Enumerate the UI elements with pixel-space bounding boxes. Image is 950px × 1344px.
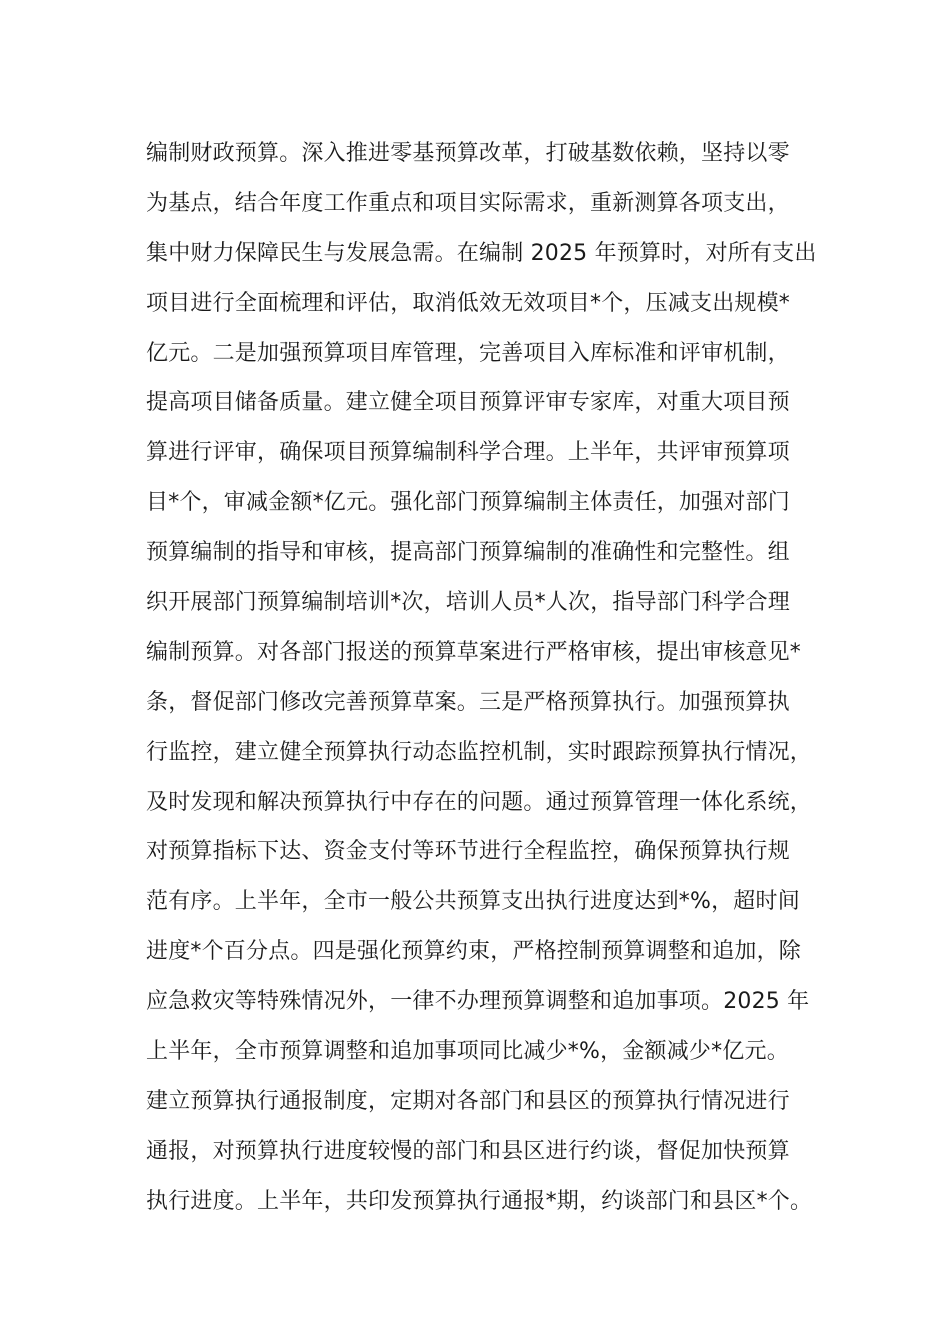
text-line: 执行进度。上半年，共印发预算执行通报*期，约谈部门和县区*个。 (146, 1188, 813, 1214)
text-line: 算进行评审，确保项目预算编制科学合理。上半年，共评审预算项 (146, 440, 790, 466)
text-line: 建立预算执行通报制度，定期对各部门和县区的预算执行情况进行 (146, 1088, 790, 1114)
text-line: 应急救灾等特殊情况外，一律不办理预算调整和追加事项。2025 年 (146, 989, 810, 1015)
text-line: 目*个，审减金额*亿元。强化部门预算编制主体责任，加强对部门 (146, 490, 791, 516)
text-line: 织开展部门预算编制培训*次，培训人员*人次，指导部门科学合理 (146, 590, 791, 616)
text-line: 为基点，结合年度工作重点和项目实际需求，重新测算各项支出， (146, 190, 790, 216)
text-line: 编制财政预算。深入推进零基预算改革，打破基数依赖，坚持以零 (146, 141, 790, 166)
text-line: 条，督促部门修改完善预算草案。三是严格预算执行。加强预算执 (146, 689, 790, 715)
text-line: 集中财力保障民生与发展急需。在编制 2025 年预算时，对所有支出 (146, 240, 817, 266)
text-line: 亿元。二是加强预算项目库管理，完善项目入库标准和评审机制， (146, 340, 790, 366)
text-line: 通报，对预算执行进度较慢的部门和县区进行约谈，督促加快预算 (146, 1138, 790, 1164)
text-line: 范有序。上半年，全市一般公共预算支出执行进度达到*%，超时间 (146, 889, 800, 915)
body-paragraph (146, 136, 836, 1234)
text-line: 对预算指标下达、资金支付等环节进行全程监控，确保预算执行规 (146, 839, 790, 865)
text-line: 预算编制的指导和审核，提高部门预算编制的准确性和完整性。组 (146, 540, 790, 566)
text-line: 及时发现和解决预算执行中存在的问题。通过预算管理一体化系统， (146, 789, 813, 815)
text-line: 行监控，建立健全预算执行动态监控机制，实时跟踪预算执行情况， (146, 739, 813, 765)
text-line: 项目进行全面梳理和评估，取消低效无效项目*个，压减支出规模* (146, 290, 791, 316)
text-line: 编制预算。对各部门报送的预算草案进行严格审核，提出审核意见* (146, 639, 802, 665)
text-line: 上半年，全市预算调整和追加事项同比减少*%，金额减少*亿元。 (146, 1039, 789, 1065)
text-line: 进度*个百分点。四是强化预算约束，严格控制预算调整和追加，除 (146, 939, 802, 965)
text-line: 提高项目储备质量。建立健全项目预算评审专家库，对重大项目预 (146, 390, 790, 416)
